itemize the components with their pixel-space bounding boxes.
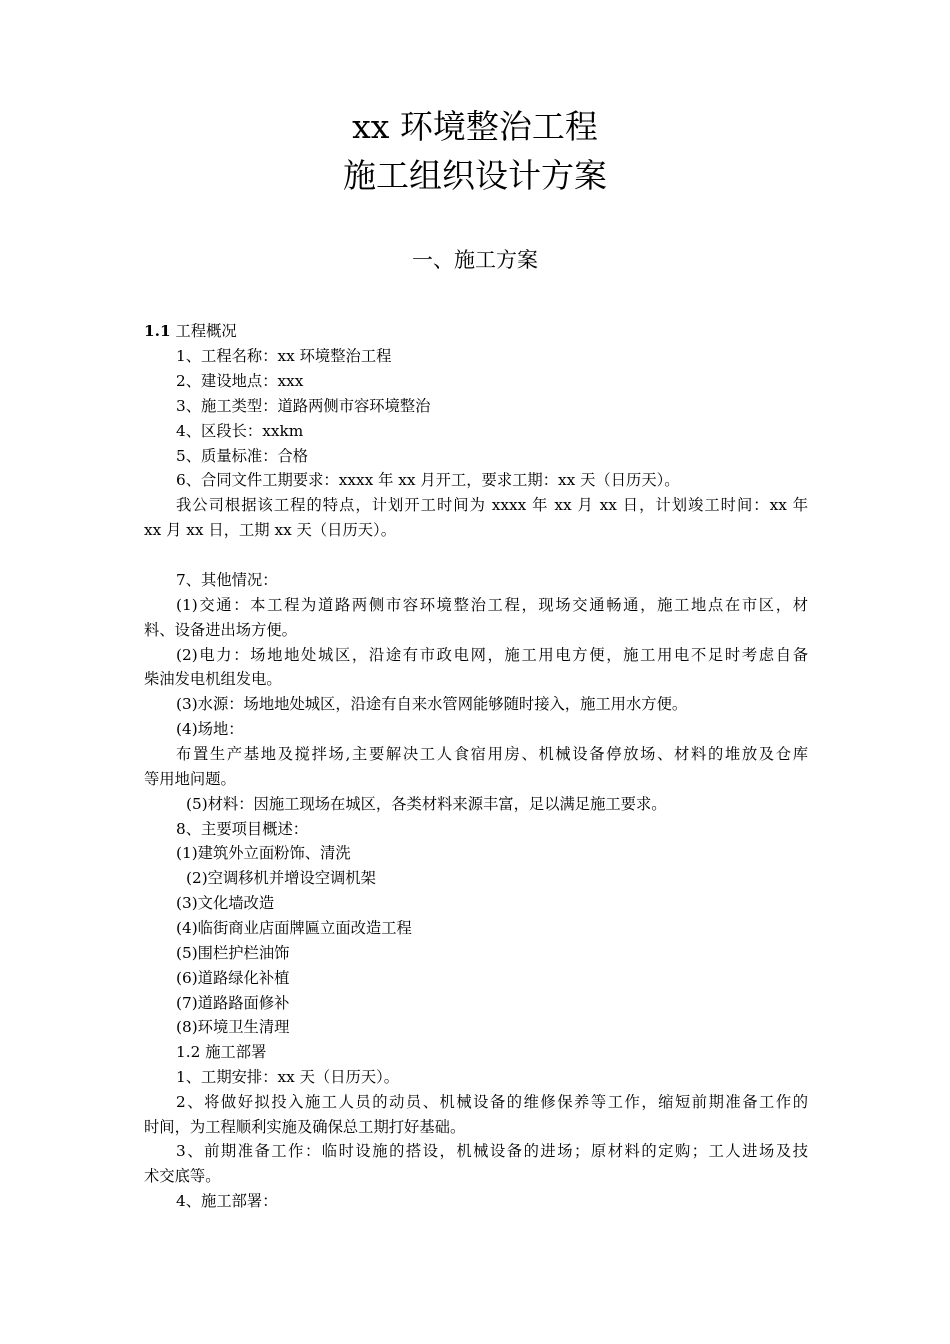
deploy-item-2-line-2: 时间，为工程顺利实施及确保总工期打好基础。: [144, 1118, 466, 1136]
title-line-1: xx 环境整治工程: [352, 107, 598, 146]
deploy-item-2-line-1: 2、将做好拟投入施工人员的动员、机械设备的维修保养等工作，缩短前期准备工作的: [176, 1093, 808, 1111]
deployment-heading: 1.2 施工部署: [176, 1043, 267, 1061]
site-line-1: 布置生产基地及搅拌场,主要解决工人食宿用房、机械设备停放场、材料的堆放及仓库: [176, 745, 808, 763]
power-line-2: 柴油发电机组发电。: [144, 670, 282, 688]
site-label: (4)场地：: [176, 720, 244, 738]
item-type: 3、施工类型：道路两侧市容环境整治: [176, 397, 431, 415]
traffic-line-1: (1)交通：本工程为道路两侧市容环境整治工程，现场交通畅通，施工地点在市区，材: [176, 596, 808, 614]
project-item-6: (6)道路绿化补植: [176, 969, 290, 987]
deploy-item-3-line-2: 术交底等。: [144, 1167, 221, 1185]
item-contract: 6、合同文件工期要求：xxxx 年 xx 月开工，要求工期：xx 天（日历天）。: [176, 471, 680, 489]
site-line-2: 等用地问题。: [144, 770, 236, 788]
project-item-8: (8)环境卫生清理: [176, 1018, 290, 1036]
item-location: 2、建设地点：xxx: [176, 372, 304, 390]
materials-line: (5)材料：因施工现场在城区，各类材料来源丰富，足以满足施工要求。: [186, 795, 667, 813]
section-heading: 一、施工方案: [412, 248, 538, 272]
traffic-line-2: 料、设备进出场方便。: [144, 621, 297, 639]
project-item-4: (4)临街商业店面牌匾立面改造工程: [176, 919, 412, 937]
plan-line-2: xx 月 xx 日，工期 xx 天（日历天）。: [144, 521, 396, 539]
title-line-2: 施工组织设计方案: [343, 156, 607, 195]
project-item-5: (5)围栏护栏油饰: [176, 944, 290, 962]
item-quality: 5、质量标准：合格: [176, 447, 309, 465]
water-line: (3)水源：场地地处城区，沿途有自来水管网能够随时接入，施工用水方便。: [176, 695, 688, 713]
item-other: 7、其他情况：: [176, 571, 278, 589]
deploy-item-1: 1、工期安排：xx 天（日历天）。: [176, 1068, 400, 1086]
item-project-name: 1、工程名称：xx 环境整治工程: [176, 347, 392, 365]
deploy-item-4: 4、施工部署：: [176, 1192, 278, 1210]
power-line-1: (2)电力：场地地处城区，沿途有市政电网，施工用电方便，施工用电不足时考虑自备: [176, 646, 808, 664]
project-item-1: (1)建筑外立面粉饰、清洗: [176, 844, 351, 862]
main-items-heading: 8、主要项目概述：: [176, 820, 309, 838]
overview-label: 工程概况: [175, 322, 237, 340]
deploy-item-3-line-1: 3、前期准备工作：临时设施的搭设，机械设备的进场；原材料的定购；工人进场及技: [176, 1142, 808, 1160]
overview-number: 1.1: [144, 322, 171, 340]
overview-heading: [144, 321, 808, 341]
project-item-3: (3)文化墙改造: [176, 894, 275, 912]
project-item-7: (7)道路路面修补: [176, 994, 290, 1012]
project-item-2: (2)空调移机并增设空调机架: [186, 869, 376, 887]
plan-line-1: 我公司根据该工程的特点，计划开工时间为 xxxx 年 xx 月 xx 日，计划竣工时间：xx 年: [176, 496, 808, 514]
item-length: 4、区段长：xxkm: [176, 422, 304, 440]
